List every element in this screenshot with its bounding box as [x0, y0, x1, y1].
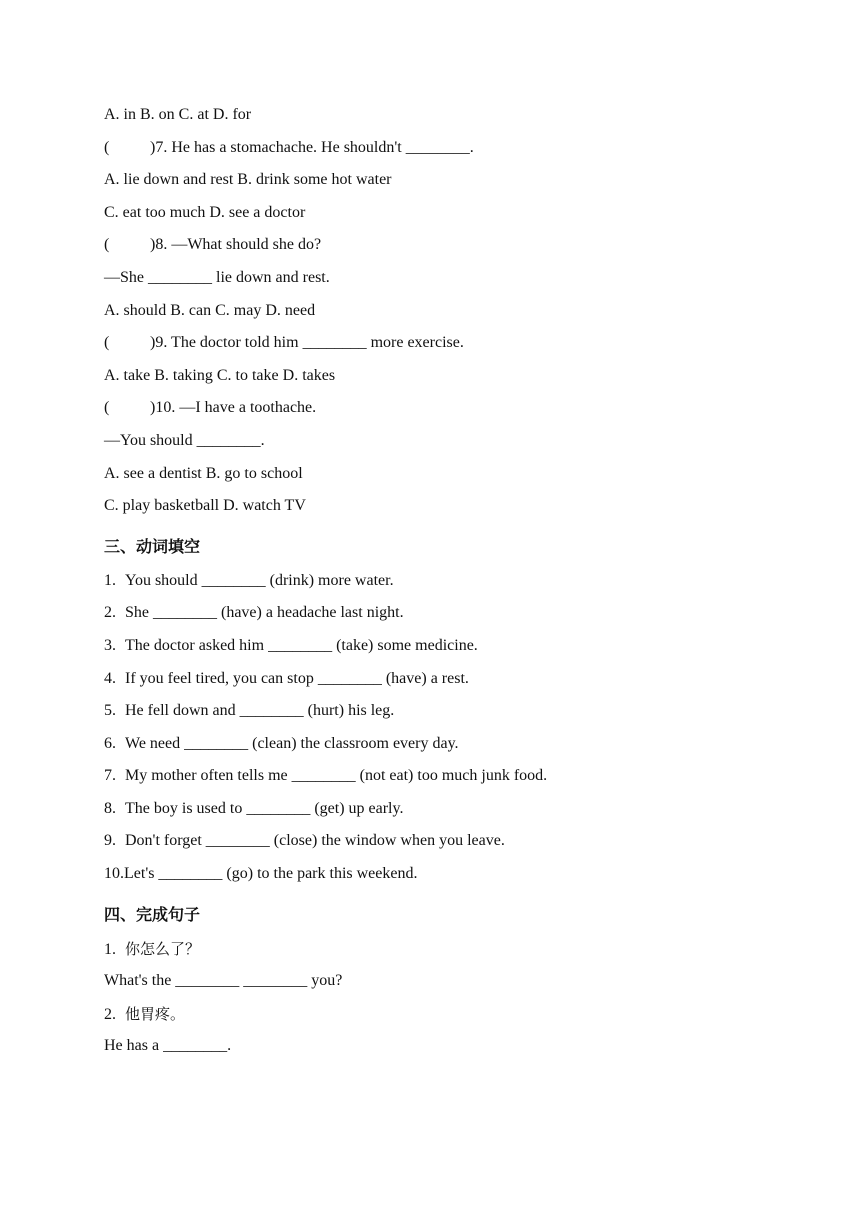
english-sentence: He has a ________.: [104, 1037, 232, 1055]
options-line: C. play basketball D. watch TV: [104, 497, 306, 515]
options-line: —You should ________.: [104, 431, 265, 449]
list-item: 6. We need ________ (clean) the classroom every day.: [104, 734, 459, 752]
list-item: 4. If you feel tired, you can stop ________ (have) a rest.: [104, 669, 469, 687]
answer-paren: (: [104, 399, 110, 417]
list-item: 2. She ________ (have) a headache last night.: [104, 604, 404, 622]
options-line: A. lie down and rest B. drink some hot water: [104, 171, 392, 189]
list-item: 10.Let's ________ (go) to the park this weekend.: [104, 865, 418, 883]
list-item: 5. He fell down and ________ (hurt) his leg.: [104, 702, 395, 720]
options-line: A. should B. can C. may D. need: [104, 301, 316, 319]
list-item: 8. The boy is used to ________ (get) up early.: [104, 799, 404, 817]
answer-paren: (: [104, 236, 110, 254]
options-line: A. in B. on C. at D. for: [104, 106, 252, 123]
complete-sentence-section: [104, 904, 764, 1068]
list-item: 1. You should ________ (drink) more water.: [104, 571, 394, 589]
question-line: ( )8. —What should she do?: [104, 234, 764, 267]
options-line: A. see a dentist B. go to school: [104, 464, 303, 482]
options-line: —She ________ lie down and rest.: [104, 268, 330, 286]
options-line: A. take B. taking C. to take D. takes: [104, 366, 336, 384]
list-item: 7. My mother often tells me ________ (not eat) too much junk food.: [104, 767, 548, 785]
section-heading: 四、完成句子: [104, 904, 201, 924]
chinese-prompt: 1. 你怎么了？: [104, 939, 201, 958]
worksheet-content: [104, 104, 764, 1068]
answer-paren: (: [104, 334, 110, 352]
question-line: ( )10. —I have a toothache.: [104, 397, 764, 430]
multiple-choice-section: [104, 104, 764, 528]
list-item: 9. Don't forget ________ (close) the window when you leave.: [104, 832, 505, 850]
question-line: ( )9. The doctor told him ________ more exercise.: [104, 332, 764, 365]
english-sentence: What's the ________ ________ you?: [104, 972, 343, 990]
answer-paren: (: [104, 138, 110, 156]
section-heading: 三、动词填空: [104, 536, 201, 556]
chinese-prompt: 2. 他胃疼。: [104, 1004, 186, 1023]
list-item: 3. The doctor asked him ________ (take) some medicine.: [104, 636, 478, 654]
question-line: ( )7. He has a stomachache. He shouldn't ________.: [104, 137, 764, 170]
options-line: C. eat too much D. see a doctor: [104, 203, 306, 221]
verb-fill-section: [104, 536, 764, 896]
